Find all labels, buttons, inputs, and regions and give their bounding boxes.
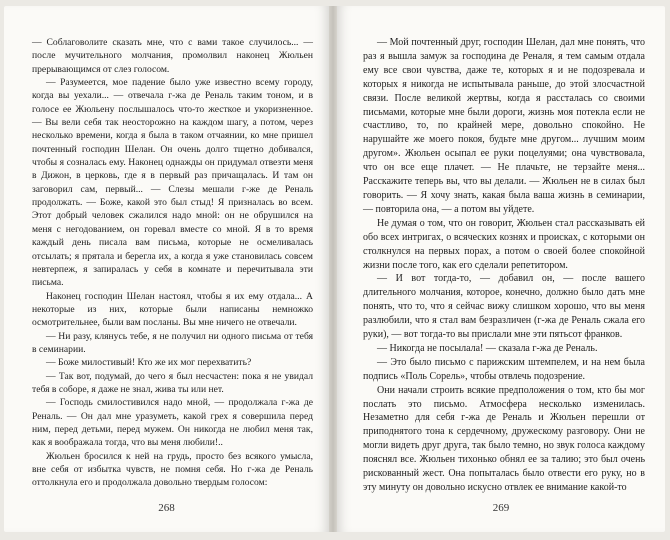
paragraph: — Разумеется, мое падение было уже известно всему городу, когда вы уехали... — отвечала г-жа де Реналь таким тоном, и в голосе ее Жюльену послышалось что-то жесткое и укоризненное. — Вы вели себя так неосторожно на каждом шагу, а потом, через несколько времени, когда я была в таком отчаянии, ко мне пришел почтенный господин Шелан. Он очень долго тщетно добивался, чтобы я созналась ему. Наконец однажды он придумал отвезти меня в Дижон, в церковь, где я в первый раз причащалась. И там он заговорил сам, первый... — Слезы мешали г-же де Реналь продолжать. — Боже, какой это был стыд! Я призналась во всем. Этот добрый человек сжалился надо мной: он не обрушился на меня с негодованием, он горевал вместе со мной. Я в то время каждый день писала вам письма, которые не осмеливалась отсылать; я прятала и берегла их, а когда я уже становилась совсем невтерпеж, я запиралась у себя в комнате и перечитывала эти письма. (32, 77, 313, 289)
paragraph: — Соблаговолите сказать мне, что с вами такое случилось... — после мучительного молчания, промолвил наконец Жюльен прерывающимся от слез голосом. (32, 37, 313, 75)
paragraph: — Так вот, подумай, до чего я был несчастен: пока я не увидал тебя в соборе, я даже не знал, жива ты или нет. (32, 370, 313, 395)
paragraph: — Ни разу, клянусь тебе, я не получил ни одного письма от тебя в семинарии. (32, 330, 313, 355)
right-page-text (363, 36, 645, 495)
left-page-text (32, 36, 313, 490)
paragraph: — Боже милостивый! Кто же их мог перехватить? (46, 357, 252, 369)
page-number: 269 (492, 502, 510, 514)
right-page (337, 6, 665, 532)
paragraph: Жюльен бросился к ней на грудь, просто без всякого умысла, вне себя от избытка чувств, не помня себя. Но г-жа де Реналь оттолкнула его и продолжала довольно твердым голосом: (32, 450, 313, 489)
paragraph: — Господь смилостивился надо мной, — продолжала г-жа де Реналь. — Он дал мне уразуметь, какой грех я совершила перед ним, перед детьми, перед мужем. Он никогда не любил меня так, как я воображала тогда, что вы меня любили!.. (32, 397, 313, 449)
paragraph: — И вот тогда-то, — добавил он, — после вашего длительного молчания, которое, конечно, должно было дать мне понять, что то, что я сейчас вижу слишком хорошо, что вы меня разлюбили, что я стал вам безразличен (г-жа де Реналь сжала его руки), — вот тогда-то вы прислали мне эти пятьсот франков. (363, 273, 645, 341)
paragraph: Не думая о том, что он говорит, Жюльен стал рассказывать ей обо всех интригах, о всяческих кознях и происках, с которыми он столкнулся на первых порах, а потом о своей более спокойной жизни после того, как его сделали репетитором. (363, 217, 645, 271)
paragraph: — Это было письмо с парижским штемпелем, и на нем была подпись «Поль Сорель», чтобы отвлечь подозрение. (363, 356, 645, 382)
book-gutter (329, 6, 337, 532)
paragraph: — Никогда не посылала! — сказала г-жа де Реналь. (377, 342, 598, 354)
paragraph: Они начали строить всякие предположения о том, кто бы мог послать это письмо. Атмосфера несколько изменилась. Незаметно для себя г-жа де Реналь и Жюльен перешли от приподнятого тона к сердечному, дружескому разговору. Они не могли видеть друг друга, так было темно, но звук голоса каждому пояснял все. Жюльен тихонько обнял ее за талию; это был очень рискованный жест. Она попыталась было отвести его руку, но в эту минуту он довольно искусно отвлек ее внимание какой-то (363, 384, 645, 493)
paragraph: — Мой почтенный друг, господин Шелан, дал мне понять, что раз я вышла замуж за господина де Реналя, я тем самым отдала ему все свои чувства, даже те, которых я и не подозревала и которых я никогда не испытывала раньше, до этой злосчастной связи. После великой жертвы, когда я рассталась со своими письмами, которые мне были дороги, жизнь моя потекла если не счастливо, то, по крайней мере, довольно спокойно. Не нарушайте же моего покоя, будьте мне другом... лучшим моим другом». Жюльен осыпал ее руки поцелуями; она чувствовала, что он все еще плачет. — Не плачьте, не терзайте меня... Расскажите теперь вы, что вы делали. — Жюльен не в силах был говорить. — Я хочу знать, какая была ваша жизнь в семинарии, — повторила она, — а потом вы уйдете. (363, 37, 645, 215)
left-page (4, 6, 329, 532)
paragraph: Наконец господин Шелан настоял, чтобы я их ему отдала... А некоторые из них, которые были написаны немножко осмотрительнее, были вам посланы. Вы мне ничего не отвечали. (32, 290, 313, 329)
page-number: 268 (158, 502, 175, 514)
